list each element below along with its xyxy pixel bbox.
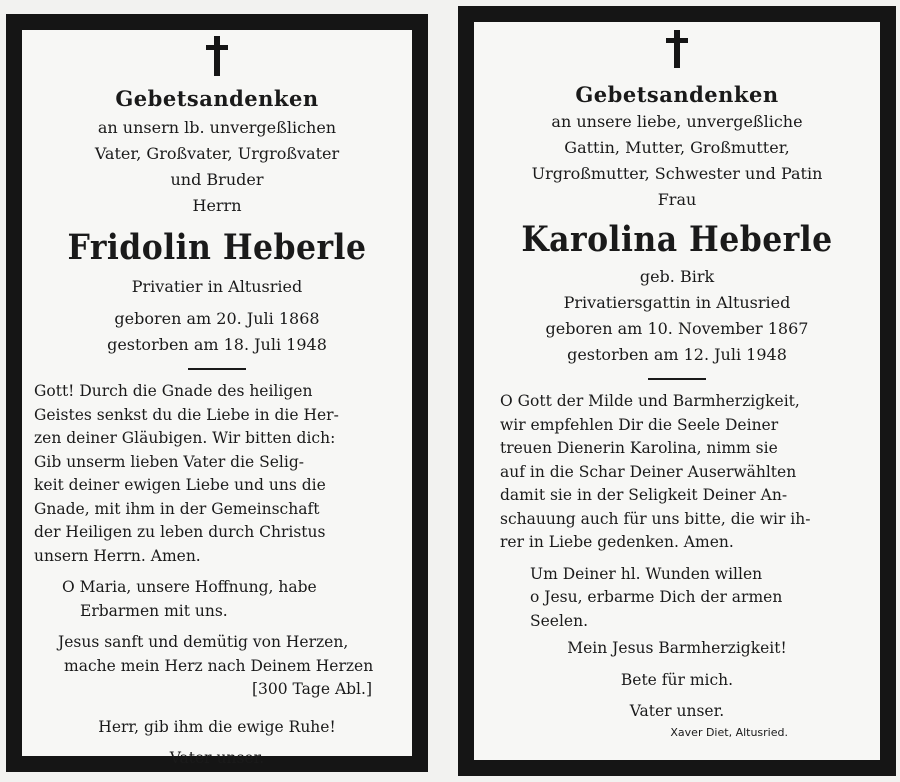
deceased-name: Fridolin Heberle — [67, 227, 367, 268]
indulgence-note: [300 Tage Abl.] — [251, 680, 372, 698]
dedication — [22, 115, 412, 219]
memorial-card-right — [458, 6, 896, 776]
dedication-line: an unsern lb. unvergeßlichen — [97, 118, 337, 137]
prayer-line: schauung auch für uns bitte, die wir ih- — [500, 509, 811, 528]
prayer-text — [474, 390, 880, 555]
closing-prayer: Vater unser. — [169, 749, 265, 767]
prayer-line: O Maria, unsere Hoffnung, habe — [62, 578, 317, 596]
dedication-line: Herrn — [192, 196, 242, 215]
prayer-line: Geistes senkst du die Liebe in die Her- — [34, 405, 339, 424]
prayer-line: der Heiligen zu leben durch Christus — [34, 523, 326, 541]
prayer-line: Erbarmen mit uns. — [80, 601, 228, 620]
dedication-line: Urgroßmutter, Schwester und Patin — [531, 164, 823, 183]
mercy-invocation: Mein Jesus Barmherzigkeit! — [567, 639, 787, 657]
card-left-content — [22, 30, 412, 767]
prayer-line: Gott! Durch die Gnade des heiligen — [34, 382, 313, 400]
prayer-line: Seelen. — [530, 611, 589, 630]
wounds-invocation — [474, 563, 880, 634]
divider — [188, 368, 246, 370]
dedication-line: Vater, Großvater, Urgroßvater — [94, 144, 340, 163]
maiden-name: geb. Birk — [639, 267, 715, 286]
card-right-content — [474, 22, 880, 760]
occupation: Privatier in Altusried — [131, 277, 303, 296]
memorial-card-left — [6, 14, 428, 772]
dedication-line: und Bruder — [170, 170, 264, 189]
prayer-line: mache mein Herz nach Deinem Herzen — [64, 656, 374, 675]
prayer-text — [22, 380, 412, 568]
prayer-line: zen deiner Gläubigen. Wir bitten dich: — [34, 429, 336, 447]
deceased-details — [474, 264, 880, 368]
deceased-details — [22, 274, 412, 358]
prayer-line: o Jesu, erbarme Dich der armen — [530, 588, 783, 606]
rest-prayer: Herr, gib ihm die ewige Ruhe! — [98, 717, 336, 736]
dedication-line: Frau — [657, 190, 697, 209]
prayer-line: rer in Liebe gedenken. Amen. — [500, 533, 734, 551]
dedication-line: Gattin, Mutter, Großmutter, — [564, 138, 790, 157]
prayer-line: unsern Herrn. Amen. — [34, 546, 201, 565]
card-heading: Gebetsandenken — [575, 82, 779, 107]
jesus-invocation — [22, 631, 412, 702]
closing-prayer: Vater unser. — [629, 702, 725, 720]
prayer-line: O Gott der Milde und Barmherzigkeit, — [500, 392, 800, 410]
prayer-line: auf in die Schar Deiner Auserwählten — [500, 462, 797, 481]
card-heading: Gebetsandenken — [115, 86, 319, 111]
pray-request: Bete für mich. — [620, 670, 734, 689]
dedication-line: an unsere liebe, unvergeßliche — [551, 112, 803, 131]
prayer-line: keit deiner ewigen Liebe und uns die — [34, 476, 326, 494]
birth-date: geboren am 10. November 1867 — [545, 319, 809, 338]
dedication — [474, 109, 880, 213]
deceased-name: Karolina Heberle — [521, 219, 833, 260]
cross-icon — [206, 36, 228, 76]
prayer-line: Gib unserm lieben Vater die Selig- — [34, 452, 305, 471]
printer-credit: Xaver Diet, Altusried. — [670, 725, 788, 739]
cross-icon — [666, 30, 688, 68]
birth-date: geboren am 20. Juli 1868 — [114, 309, 320, 328]
prayer-line: Jesus sanft und demütig von Herzen, — [58, 633, 349, 651]
prayer-line: treuen Dienerin Karolina, nimm sie — [500, 439, 778, 457]
divider — [648, 378, 706, 380]
occupation: Privatiersgattin in Altusried — [563, 293, 791, 312]
prayer-line: Gnade, mit ihm in der Gemeinschaft — [34, 499, 320, 518]
prayer-line: wir empfehlen Dir die Seele Deiner — [500, 415, 779, 434]
prayer-line: damit sie in der Seligkeit Deiner An- — [500, 486, 788, 504]
prayer-line: Um Deiner hl. Wunden willen — [530, 564, 763, 583]
death-date: gestorben am 12. Juli 1948 — [567, 345, 787, 364]
maria-invocation — [22, 576, 412, 623]
death-date: gestorben am 18. Juli 1948 — [107, 335, 327, 354]
